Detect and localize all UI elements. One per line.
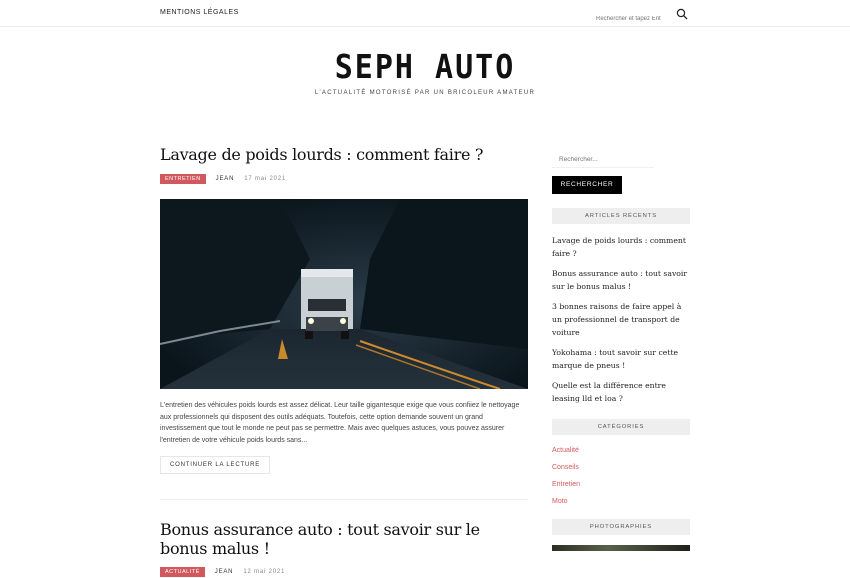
top-bar <box>0 0 850 27</box>
post-title[interactable]: Bonus assurance auto : tout savoir sur le bonus malus ! <box>160 520 480 559</box>
site-tagline: L'ACTUALITÉ MOTORISÉ PAR UN BRICOLEUR AMATEUR <box>314 90 536 96</box>
category-link-entretien[interactable]: Entretien <box>552 481 581 488</box>
post-author[interactable]: JEAN <box>214 569 234 576</box>
search-button[interactable]: RECHERCHER <box>552 176 622 194</box>
post-card <box>160 520 528 578</box>
category-badge[interactable]: ACTUALITÉ <box>160 567 205 577</box>
recent-post-link[interactable]: 3 bonnes raisons de faire appel à un professionnel de transport de voiture <box>552 302 682 337</box>
recent-post-link[interactable]: Lavage de poids lourds : comment faire ? <box>552 236 686 258</box>
recent-posts-heading: ARTICLES RÉCENTS <box>552 208 690 224</box>
post-divider <box>160 499 528 500</box>
top-search <box>596 7 688 21</box>
sidebar <box>552 148 690 551</box>
recent-posts-list <box>552 234 690 405</box>
sidebar-search-input[interactable] <box>552 152 654 168</box>
post-featured-image[interactable] <box>160 199 528 389</box>
recent-post-link[interactable]: Bonus assurance auto : tout savoir sur le bonus malus ! <box>552 269 688 291</box>
category-link-moto[interactable]: Moto <box>552 498 568 505</box>
read-more-button[interactable]: CONTINUER LA LECTURE <box>160 456 270 474</box>
site-branding <box>0 50 850 96</box>
post-author[interactable]: JEAN <box>215 176 235 182</box>
categories-list <box>552 447 690 505</box>
photos-heading: PHOTOGRAPHIES <box>552 519 690 535</box>
post-excerpt: L'entretien des véhicules poids lourds est assez délicat. Leur taille gigantesque exige que vous confiiez le nettoyage aux professionnels qui disposent des outils adéquats. Toutefois, cette option demande souvent un grand investissement que tout le monde ne peut pas se permettre. Mais avec quelques astuces, vous pouvez assurer l'entretien de votre véhicule poids lourds sans... <box>160 402 520 444</box>
mentions-legales-link[interactable]: MENTIONS LÉGALES <box>160 9 239 16</box>
category-link-actualite[interactable]: Actualité <box>552 447 579 454</box>
post-date: 17 mai 2021 <box>244 176 287 182</box>
post-title[interactable]: Lavage de poids lourds : comment faire ? <box>160 145 484 164</box>
truck-night-photo <box>160 199 528 389</box>
post-meta <box>160 173 528 185</box>
search-icon[interactable] <box>676 8 688 20</box>
category-link-conseils[interactable]: Conseils <box>552 464 579 471</box>
site-title[interactable]: SEPH AUTO <box>334 48 516 87</box>
sidebar-search <box>552 148 690 194</box>
top-search-input[interactable] <box>596 12 674 26</box>
photo-thumbnail[interactable] <box>552 545 690 551</box>
recent-post-link[interactable]: Yokohama : tout savoir sur cette marque de pneus ! <box>552 348 679 370</box>
main-content <box>160 145 528 578</box>
recent-post-link[interactable]: Quelle est la différence entre leasing lld et loa ? <box>552 381 666 403</box>
category-badge[interactable]: ENTRETIEN <box>160 174 206 184</box>
categories-heading: CATÉGORIES <box>552 419 690 435</box>
post-card <box>160 145 528 500</box>
post-date: 12 mai 2021 <box>243 569 286 576</box>
post-meta <box>160 566 528 578</box>
